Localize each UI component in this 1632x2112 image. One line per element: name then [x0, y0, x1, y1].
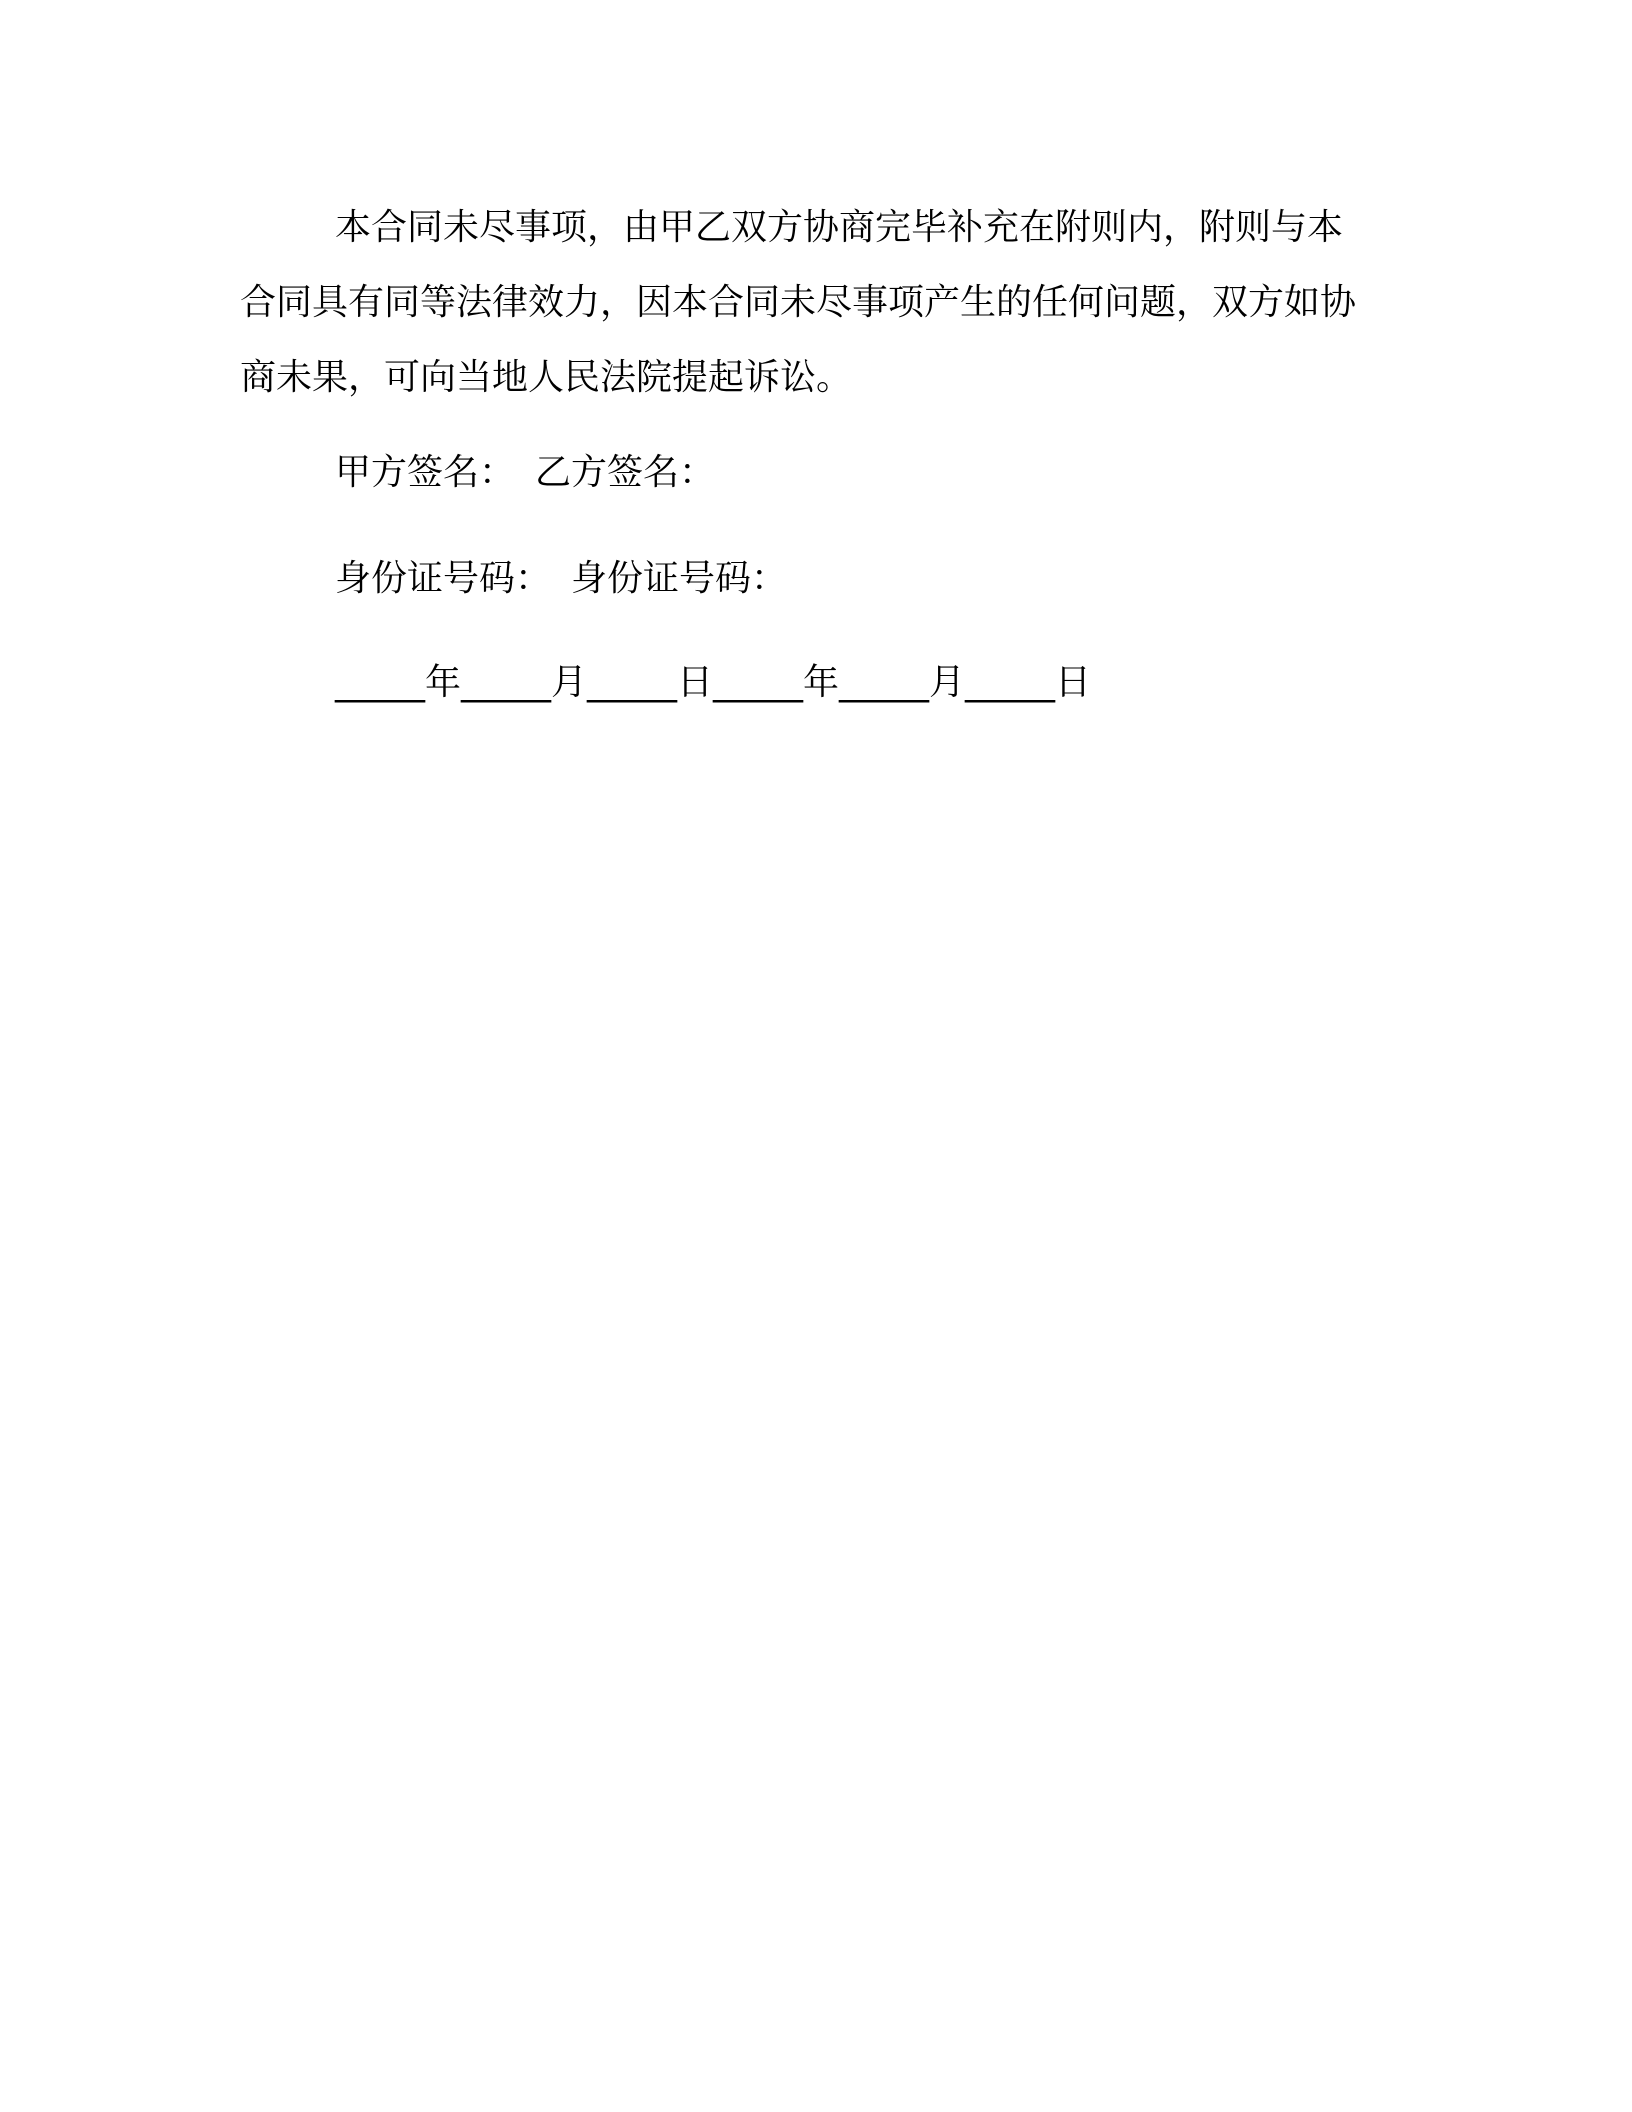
party-b-id-label: 身份证号码： [571, 558, 788, 599]
signature-line [335, 448, 715, 498]
party-a-id-label: 身份证号码： [335, 558, 552, 599]
date-line [335, 658, 1091, 708]
id-number-line [335, 554, 787, 604]
supplementary-clause-paragraph: 本合同未尽事项，由甲乙双方协商完毕补充在附则内，附则与本合同具有同等法律效力，因本合同未尽事项产生的任何问题，双方如协商未果，可向当地人民法院提起诉讼。 [240, 207, 1357, 398]
party-a-signature-label: 甲方签名： [335, 452, 516, 493]
party-a-date: _____年_____月_____日 [335, 662, 714, 703]
party-b-date: _____年_____月_____日 [713, 662, 1092, 703]
party-b-signature-label: 乙方签名： [535, 452, 716, 493]
